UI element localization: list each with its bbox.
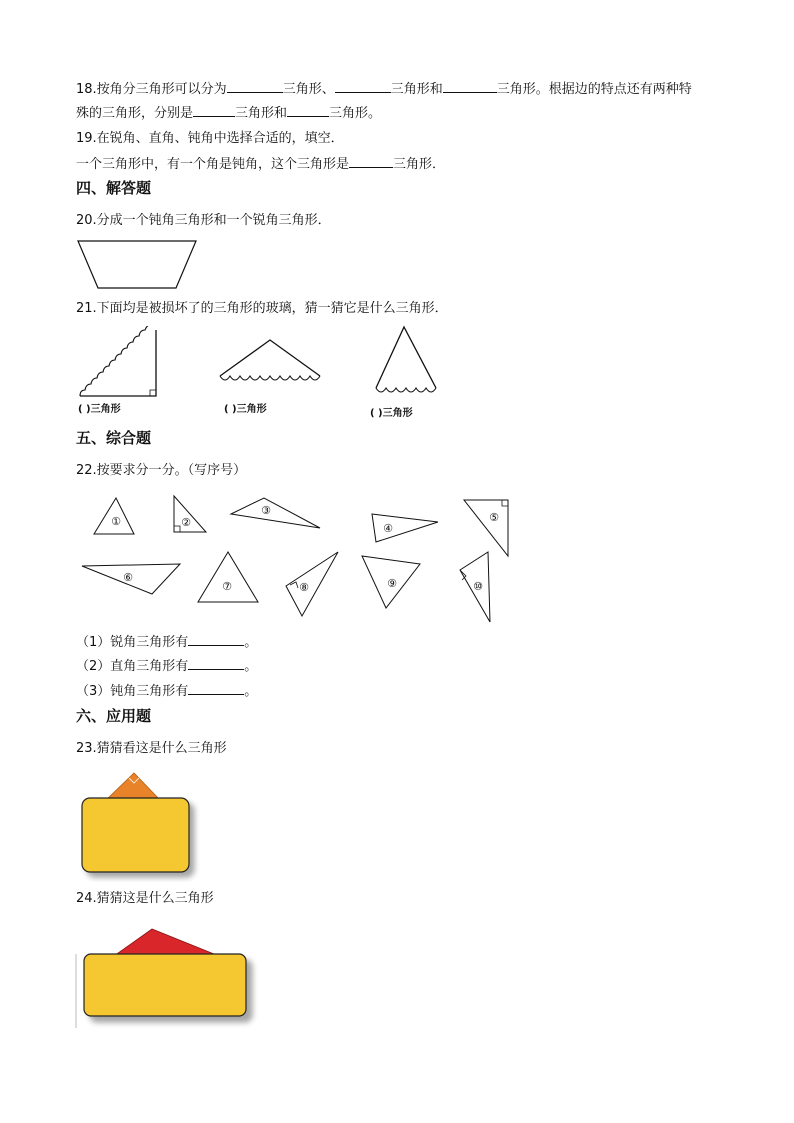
triangle-label: ⑨ bbox=[387, 577, 397, 590]
answer-blank[interactable] bbox=[287, 104, 329, 117]
caption: ( )三角形 bbox=[224, 404, 267, 415]
triangle-label: ⑩ bbox=[473, 580, 483, 593]
q22-answer-1: （1）锐角三角形有 。 bbox=[76, 635, 258, 650]
triangle-label: ② bbox=[181, 516, 191, 529]
orange-triangle bbox=[106, 773, 160, 800]
q22-text: 22.按要求分一分。（写序号） bbox=[76, 463, 247, 478]
q18-line1: 18.按角分三角形可以分为 三角形、 三角形和 三角形。根据边的特点还有两种特 bbox=[76, 82, 692, 97]
red-triangle bbox=[114, 929, 219, 956]
triangle-label: ⑧ bbox=[299, 581, 309, 594]
q19-line1: 19.在锐角、直角、钝角中选择合适的，填空． bbox=[76, 131, 344, 146]
triangles-figure bbox=[76, 490, 516, 626]
broken-glass-right bbox=[76, 326, 160, 398]
answer-blank[interactable] bbox=[227, 80, 283, 93]
answer-blank[interactable] bbox=[188, 657, 244, 670]
section-title: 六、应用题 bbox=[76, 707, 152, 725]
answer-blank[interactable] bbox=[193, 104, 235, 117]
hidden-triangle-red bbox=[74, 924, 274, 1032]
trapezoid-figure bbox=[76, 238, 200, 292]
q20-text: 20.分成一个钝角三角形和一个锐角三角形． bbox=[76, 213, 331, 228]
triangle-label: ① bbox=[111, 515, 121, 528]
triangle-label: ④ bbox=[383, 522, 393, 535]
answer-blank[interactable] bbox=[188, 682, 244, 695]
q22-answer-2: （2）直角三角形有 。 bbox=[76, 659, 258, 674]
section-title: 四、解答题 bbox=[76, 179, 152, 197]
triangle-label: ⑥ bbox=[123, 571, 133, 584]
triangle-label: ③ bbox=[261, 504, 271, 517]
q18-line2: 殊的三角形，分别是 三角形和 三角形。 bbox=[76, 106, 382, 121]
q22-answer-3: （3）钝角三角形有 。 bbox=[76, 684, 258, 699]
section-title: 五、综合题 bbox=[76, 429, 152, 447]
yellow-card bbox=[84, 954, 246, 1016]
caption: ( )三角形 bbox=[370, 408, 413, 419]
q19-line2: 一个三角形中，有一个角是钝角，这个三角形是 三角形． bbox=[76, 157, 446, 172]
triangle-label: ⑦ bbox=[222, 580, 232, 593]
q21-text: 21.下面均是被损坏了的三角形的玻璃，猜一猜它是什么三角形． bbox=[76, 301, 448, 316]
broken-glass-acute bbox=[372, 324, 440, 400]
broken-glass-obtuse bbox=[216, 336, 324, 388]
q23-text: 23.猜猜看这是什么三角形 bbox=[76, 741, 227, 756]
trapezoid-shape bbox=[78, 241, 196, 288]
q24-text: 24.猜猜这是什么三角形 bbox=[76, 891, 214, 906]
answer-blank[interactable] bbox=[443, 80, 497, 93]
hidden-triangle-orange bbox=[74, 768, 206, 882]
triangle-label: ⑤ bbox=[489, 511, 499, 524]
answer-blank[interactable] bbox=[188, 633, 244, 646]
answer-blank[interactable] bbox=[335, 80, 391, 93]
answer-blank[interactable] bbox=[349, 155, 393, 168]
caption: ( )三角形 bbox=[78, 404, 121, 415]
yellow-card bbox=[82, 798, 189, 872]
